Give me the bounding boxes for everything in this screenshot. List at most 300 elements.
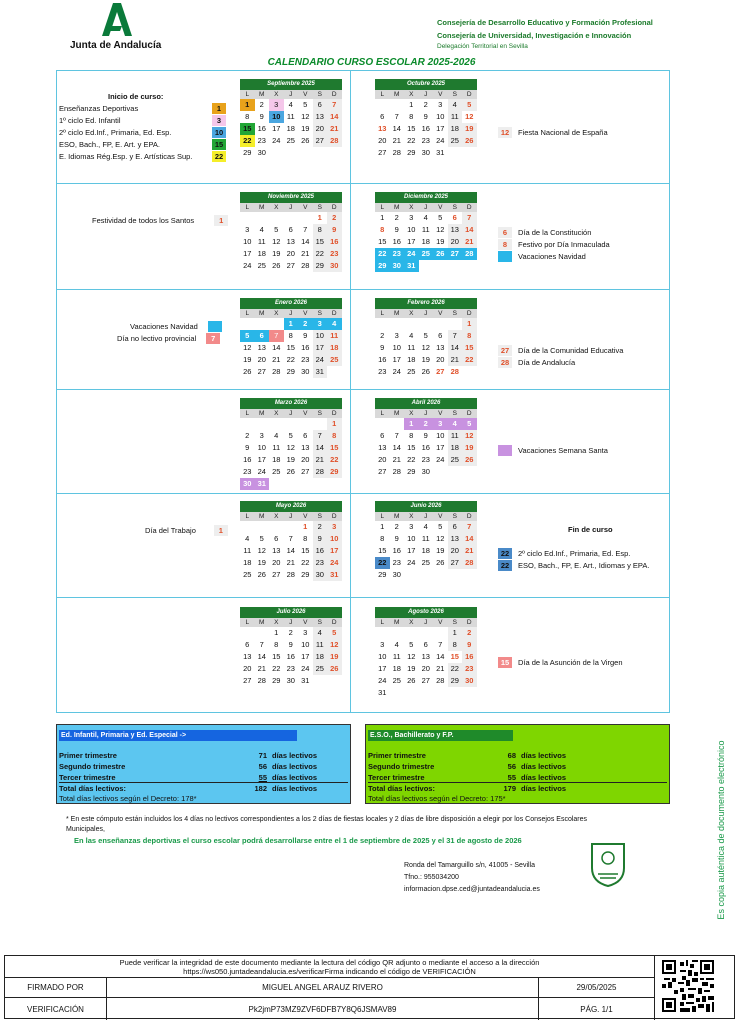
day-cell: 27 (448, 557, 463, 569)
day-cell: 13 (378, 124, 387, 133)
day-cell: 21 (301, 249, 310, 258)
note-jan: Vacaciones Navidad (130, 321, 228, 332)
day-cell: 21 (257, 664, 266, 673)
day-cell: 11 (392, 652, 401, 661)
day-cell: 26 (433, 248, 448, 260)
day-cell: 25 (272, 467, 281, 476)
day-cell: 13 (286, 237, 295, 246)
day-cell: 12 (272, 237, 281, 246)
start-heading: Inicio de curso: (108, 92, 164, 101)
day-cell: 15 (407, 443, 416, 452)
day-cell: 10 (436, 112, 445, 121)
start-item-badge: 22 (212, 151, 226, 162)
day-cell: 9 (288, 640, 293, 649)
day-cell: 25 (419, 248, 434, 260)
weekday-header: X (269, 618, 284, 627)
weekday-header: V (298, 409, 313, 418)
day-cell: 6 (245, 640, 250, 649)
day-cell: 21 (392, 136, 401, 145)
weekday-header: V (433, 512, 448, 521)
day-cell: 2 (462, 627, 477, 639)
day-cell: 13 (313, 111, 328, 123)
day-cell: 14 (462, 533, 477, 545)
day-cell: 8 (327, 430, 342, 442)
day-cell: 7 (313, 430, 328, 442)
day-cell: 20 (243, 664, 252, 673)
day-cell: 12 (436, 534, 445, 543)
day-cell: 30 (286, 676, 295, 685)
row-box (56, 389, 670, 494)
day-empty (240, 212, 255, 224)
day-cell: 5 (438, 213, 443, 222)
day-cell: 26 (327, 663, 342, 675)
xmas-swatch (208, 321, 222, 332)
weekday-header: D (327, 90, 342, 99)
weekday-header: L (375, 309, 390, 318)
day-cell: 6 (313, 99, 328, 111)
day-cell: 11 (257, 237, 266, 246)
day-cell: 22 (272, 664, 281, 673)
day-cell: 8 (245, 112, 250, 121)
weekday-header: J (419, 309, 434, 318)
day-cell: 12 (301, 112, 310, 121)
day-cell: 19 (243, 355, 252, 364)
day-cell: 29 (448, 675, 463, 687)
day-cell: 22 (327, 454, 342, 466)
day-cell: 22 (462, 354, 477, 366)
day-cell: 13 (436, 343, 445, 352)
day-cell: 29 (313, 260, 328, 272)
weekday-header: V (433, 309, 448, 318)
day-cell: 26 (421, 367, 430, 376)
day-cell: 23 (390, 248, 405, 260)
day-cell: 24 (301, 664, 310, 673)
day-cell: 11 (421, 534, 430, 543)
month-title: Septiembre 2025 (240, 79, 342, 90)
day-cell: 20 (272, 558, 281, 567)
day-cell: 2 (380, 331, 385, 340)
weekday-header: X (404, 90, 419, 99)
day-empty (448, 318, 463, 330)
note-jun: 22 ESO, Bach., FP, E. Art., Idiomas y EPA. (498, 560, 649, 571)
day-cell: 17 (301, 652, 310, 661)
day-cell: 7 (259, 640, 264, 649)
day-cell: 31 (327, 569, 342, 581)
day-cell: 16 (327, 236, 342, 248)
day-cell: 6 (452, 213, 457, 222)
day-cell: 9 (259, 112, 264, 121)
weekday-header: L (375, 90, 390, 99)
note-dec: 8 Festivo por Día Inmaculada (498, 239, 610, 250)
weekday-header: L (240, 203, 255, 212)
weekday-header: S (448, 90, 463, 99)
day-cell: 6 (303, 431, 308, 440)
weekday-header: J (284, 512, 299, 521)
day-cell: 27 (436, 367, 445, 376)
day-cell: 6 (423, 640, 428, 649)
day-cell: 21 (462, 236, 477, 248)
day-cell: 13 (448, 533, 463, 545)
weekday-header: M (255, 203, 270, 212)
day-cell: 24 (327, 557, 342, 569)
day-cell: 16 (313, 545, 328, 557)
day-empty (313, 418, 328, 430)
month-calendar (375, 298, 477, 378)
day-cell: 30 (301, 367, 310, 376)
day-cell: 10 (407, 534, 416, 543)
day-cell: 19 (462, 123, 477, 135)
weekday-header: J (284, 309, 299, 318)
day-cell: 1 (409, 100, 414, 109)
day-cell: 20 (313, 123, 328, 135)
month-calendar (240, 79, 342, 159)
day-cell: 21 (436, 664, 445, 673)
day-cell: 28 (462, 557, 477, 569)
weekday-header: L (240, 309, 255, 318)
day-cell: 3 (303, 628, 308, 637)
day-cell: 16 (421, 443, 430, 452)
day-empty (240, 627, 255, 639)
day-cell: 13 (378, 443, 387, 452)
weekday-header: J (419, 90, 434, 99)
day-cell: 5 (423, 331, 428, 340)
day-cell: 7 (288, 534, 293, 543)
day-cell: 23 (313, 557, 328, 569)
xmas-swatch (498, 251, 512, 262)
day-cell: 30 (240, 478, 255, 490)
day-cell: 20 (257, 355, 266, 364)
day-cell: 14 (286, 546, 295, 555)
day-cell: 16 (392, 237, 401, 246)
day-cell: 29 (327, 466, 342, 478)
day-cell: 5 (462, 418, 477, 430)
day-cell: 14 (392, 443, 401, 452)
day-cell: 28 (327, 135, 342, 147)
day-cell: 10 (243, 237, 252, 246)
day-cell: 26 (407, 676, 416, 685)
day-cell: 2 (394, 522, 399, 531)
day-cell: 30 (257, 148, 266, 157)
day-cell: 19 (462, 442, 477, 454)
day-cell: 5 (274, 225, 279, 234)
day-cell: 8 (274, 640, 279, 649)
day-cell: 24 (243, 261, 252, 270)
day-empty (375, 318, 390, 330)
day-cell: 31 (313, 366, 328, 378)
day-empty (240, 418, 255, 430)
day-cell: 20 (421, 664, 430, 673)
day-cell: 29 (375, 260, 390, 272)
day-cell: 22 (407, 455, 416, 464)
weekday-header: X (269, 512, 284, 521)
day-cell: 22 (240, 135, 255, 147)
day-cell: 28 (392, 148, 401, 157)
start-item-label: 1º ciclo Ed. Infantil (59, 116, 121, 125)
day-cell: 18 (243, 558, 252, 567)
day-cell: 4 (448, 418, 463, 430)
day-empty (390, 418, 405, 430)
day-cell: 28 (392, 467, 401, 476)
day-cell: 11 (243, 546, 252, 555)
day-cell: 20 (436, 355, 445, 364)
day-cell: 20 (378, 455, 387, 464)
day-empty (255, 212, 270, 224)
day-cell: 16 (378, 355, 387, 364)
day-empty (390, 318, 405, 330)
signature-table: Puede verificar la integridad de este documento mediante la lectura del código QR adjunto o mediante el acceso a la dirección https://ws050.juntadeandalucia.es/verificarFirma indicando el código de VERIFICACIÓN FIRMADO POR MIGUEL ANGEL ARAUZ RIVERO 29/05/2025 VERIFICACIÓN Pk2jmP73MZ9ZVF6DFB7Y8Q6JSMAV89 PÁG. 1/1 (4, 955, 735, 1019)
weekday-header: S (313, 203, 328, 212)
day-cell: 19 (407, 664, 416, 673)
month-title: Enero 2026 (240, 298, 342, 309)
day-cell: 13 (448, 224, 463, 236)
day-empty (298, 418, 313, 430)
day-cell: 27 (272, 570, 281, 579)
day-cell: 26 (436, 558, 445, 567)
day-cell: 22 (448, 663, 463, 675)
day-cell: 26 (272, 261, 281, 270)
month-calendar (240, 501, 342, 581)
day-cell: 10 (436, 431, 445, 440)
day-cell: 16 (421, 124, 430, 133)
month-days (375, 203, 477, 272)
day-cell: 17 (407, 546, 416, 555)
start-item-label: Enseñanzas Deportivas (59, 104, 139, 113)
day-cell: 4 (288, 100, 293, 109)
weekday-header: V (298, 203, 313, 212)
day-cell: 26 (462, 135, 477, 147)
weekday-header: J (419, 203, 434, 212)
day-cell: 6 (448, 521, 463, 533)
day-empty (390, 627, 405, 639)
day-cell: 9 (394, 225, 399, 234)
weekday-header: M (255, 618, 270, 627)
day-cell: 14 (327, 111, 342, 123)
month-days (240, 409, 342, 490)
day-empty (390, 99, 405, 111)
day-cell: 24 (436, 455, 445, 464)
weekday-header: X (269, 90, 284, 99)
day-cell: 26 (243, 367, 252, 376)
weekday-header: S (313, 512, 328, 521)
day-empty (419, 318, 434, 330)
day-cell: 8 (448, 639, 463, 651)
day-cell: 14 (272, 343, 281, 352)
day-cell: 6 (255, 330, 270, 342)
day-cell: 17 (436, 124, 445, 133)
month-calendar (375, 192, 477, 272)
day-empty (240, 521, 255, 533)
weekday-header: V (298, 90, 313, 99)
day-cell: 4 (409, 331, 414, 340)
day-cell: 6 (380, 112, 385, 121)
day-cell: 21 (327, 123, 342, 135)
day-cell: 15 (286, 343, 295, 352)
day-cell: 3 (394, 331, 399, 340)
weekday-header: J (419, 512, 434, 521)
row-box (56, 597, 670, 713)
weekday-header: V (433, 618, 448, 627)
day-cell: 30 (421, 467, 430, 476)
day-cell: 28 (436, 676, 445, 685)
month-title: Abril 2026 (375, 398, 477, 409)
day-empty (269, 418, 284, 430)
day-cell: 12 (436, 225, 445, 234)
totals-left: Ed. Infantil, Primaria y Ed. Especial -> Primer trimestre 71 días lectivos Segundo trimestre 56 días lectivos Tercer trimestre 55 días lectivos Total días lectivos: 182 días lectivos Total días lectivos según el Decreto: 178* (56, 724, 351, 804)
day-cell: 28 (462, 248, 477, 260)
day-cell: 26 (286, 467, 295, 476)
weekday-header: M (255, 409, 270, 418)
day-cell: 2 (394, 213, 399, 222)
start-item-badge: 10 (212, 127, 226, 138)
weekday-header: S (448, 409, 463, 418)
day-cell: 14 (257, 652, 266, 661)
qr-code-icon[interactable] (662, 960, 714, 1012)
weekday-header: D (462, 309, 477, 318)
day-cell: 24 (313, 354, 328, 366)
day-cell: 29 (378, 570, 387, 579)
day-cell: 6 (380, 431, 385, 440)
weekday-header: D (462, 618, 477, 627)
day-cell: 4 (313, 627, 328, 639)
weekday-header: D (327, 203, 342, 212)
weekday-header: M (390, 203, 405, 212)
day-cell: 2 (245, 431, 250, 440)
day-cell: 11 (313, 639, 328, 651)
day-cell: 16 (462, 651, 477, 663)
day-cell: 1 (317, 213, 322, 222)
day-cell: 23 (421, 455, 430, 464)
day-cell: 18 (327, 342, 342, 354)
day-cell: 27 (286, 261, 295, 270)
day-cell: 23 (327, 248, 342, 260)
day-empty (404, 318, 419, 330)
weekday-header: X (404, 309, 419, 318)
day-cell: 16 (301, 343, 310, 352)
weekday-header: V (298, 309, 313, 318)
month-calendar (240, 192, 342, 272)
day-cell: 11 (272, 443, 281, 452)
day-cell: 3 (313, 318, 328, 330)
day-cell: 14 (462, 224, 477, 236)
day-cell: 13 (301, 443, 310, 452)
weekday-header: D (327, 409, 342, 418)
day-cell: 23 (301, 355, 310, 364)
day-cell: 12 (407, 652, 416, 661)
day-cell: 2 (259, 100, 264, 109)
weekday-header: J (284, 409, 299, 418)
day-cell: 5 (288, 431, 293, 440)
day-cell: 27 (313, 135, 328, 147)
weekday-header: S (313, 309, 328, 318)
day-cell: 10 (301, 640, 310, 649)
day-empty (284, 418, 299, 430)
day-cell: 5 (240, 330, 255, 342)
note-feb: 27 Día de la Comunidad Educativa (498, 345, 623, 356)
day-cell: 14 (313, 442, 328, 454)
day-cell: 15 (327, 442, 342, 454)
day-cell: 4 (274, 431, 279, 440)
month-title: Julio 2026 (240, 607, 342, 618)
weekday-header: M (390, 512, 405, 521)
andalucia-seal-icon (588, 838, 628, 888)
weekday-header: V (433, 90, 448, 99)
weekday-header: X (404, 618, 419, 627)
day-cell: 7 (394, 431, 399, 440)
day-cell: 19 (257, 558, 266, 567)
day-empty (255, 521, 270, 533)
month-calendar (375, 398, 477, 478)
day-cell: 17 (392, 355, 401, 364)
day-cell: 9 (313, 533, 328, 545)
note-dec: 6 Día de la Constitución (498, 227, 591, 238)
month-title: Noviembre 2025 (240, 192, 342, 203)
start-item-label: E. Idiomas Rég.Esp. y E. Artísticas Sup. (59, 152, 193, 161)
weekday-header: L (240, 90, 255, 99)
day-cell: 1 (462, 318, 477, 330)
day-cell: 15 (301, 546, 310, 555)
day-cell: 25 (407, 367, 416, 376)
day-cell: 12 (257, 546, 266, 555)
weekday-header: S (448, 618, 463, 627)
day-cell: 22 (407, 136, 416, 145)
day-cell: 19 (436, 546, 445, 555)
day-cell: 15 (378, 237, 387, 246)
weekday-header: S (448, 203, 463, 212)
day-cell: 10 (257, 443, 266, 452)
day-empty (269, 521, 284, 533)
day-cell: 22 (313, 248, 328, 260)
weekday-header: M (255, 90, 270, 99)
day-cell: 13 (257, 343, 266, 352)
month-calendar (240, 607, 342, 687)
month-days (240, 203, 342, 272)
day-cell: 18 (272, 455, 281, 464)
day-cell: 7 (303, 225, 308, 234)
day-cell: 24 (404, 248, 419, 260)
day-cell: 3 (433, 418, 448, 430)
month-title: Junio 2026 (375, 501, 477, 512)
day-cell: 6 (274, 534, 279, 543)
day-cell: 23 (257, 136, 266, 145)
row-box (56, 493, 670, 598)
day-cell: 18 (257, 249, 266, 258)
day-cell: 29 (407, 467, 416, 476)
day-cell: 13 (421, 652, 430, 661)
day-cell: 12 (421, 343, 430, 352)
weekday-header: V (433, 409, 448, 418)
day-cell: 17 (327, 545, 342, 557)
day-cell: 12 (462, 430, 477, 442)
weekday-header: L (240, 512, 255, 521)
day-cell: 31 (404, 260, 419, 272)
day-cell: 21 (392, 455, 401, 464)
day-cell: 3 (409, 213, 414, 222)
day-cell: 28 (257, 676, 266, 685)
day-cell: 25 (448, 135, 463, 147)
weekday-header: M (390, 90, 405, 99)
day-cell: 10 (392, 343, 401, 352)
day-cell: 16 (257, 124, 266, 133)
day-cell: 27 (257, 367, 266, 376)
month-title: Agosto 2026 (375, 607, 477, 618)
day-cell: 23 (392, 558, 401, 567)
day-cell: 22 (375, 557, 390, 569)
day-cell: 15 (462, 342, 477, 354)
day-empty (419, 627, 434, 639)
day-cell: 3 (438, 100, 443, 109)
day-cell: 9 (245, 443, 250, 452)
easter-swatch (498, 445, 512, 456)
